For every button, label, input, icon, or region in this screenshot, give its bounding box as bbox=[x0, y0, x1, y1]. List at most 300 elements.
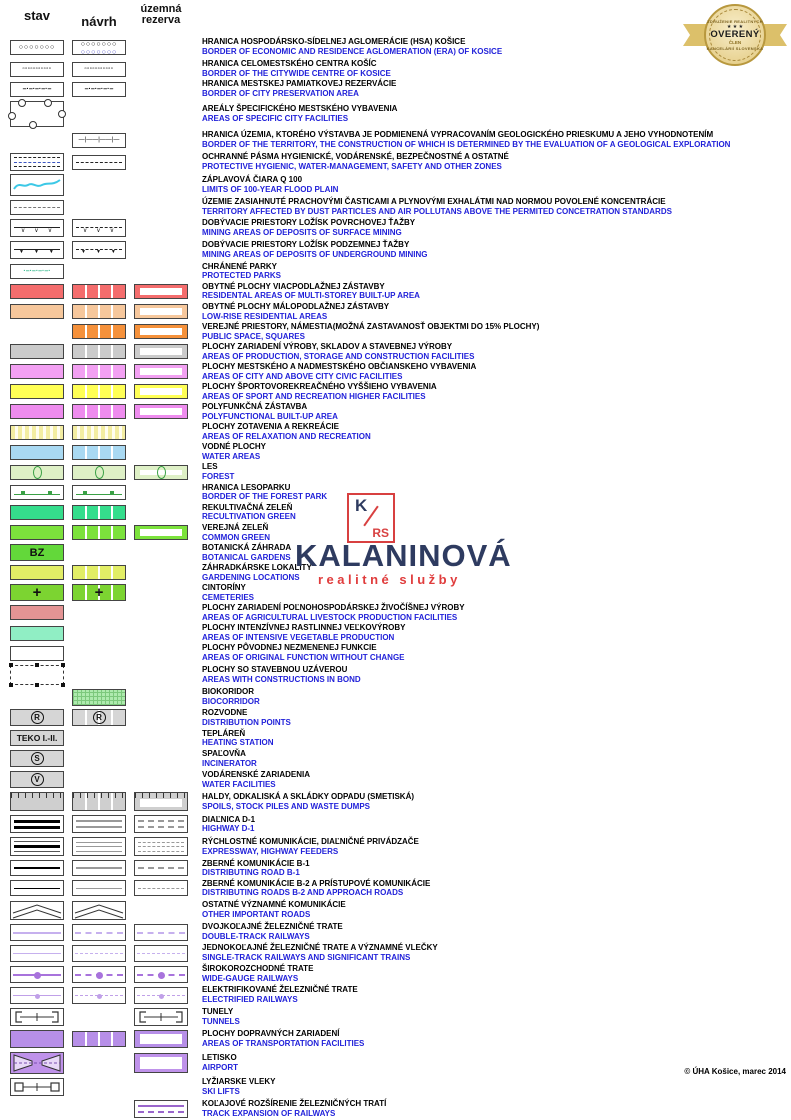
symbol-cell-navrh bbox=[72, 384, 126, 399]
label-en: LIMITS OF 100-YEAR FLOOD PLAIN bbox=[202, 185, 339, 195]
forest-symbol bbox=[10, 465, 64, 480]
logo-letter-k: K bbox=[355, 496, 368, 515]
legend-row bbox=[8, 281, 788, 301]
label-sk: ROZVODNE bbox=[202, 707, 248, 717]
lines-symbol bbox=[134, 837, 188, 856]
symbol-cell-navrh bbox=[72, 945, 126, 962]
label-sk: ZBERNÉ KOMUNIKÁCIE B-1 bbox=[202, 858, 310, 868]
symbol-cell-rezerva bbox=[134, 924, 188, 941]
stripes-symbol bbox=[72, 525, 126, 540]
brand-logo-icon bbox=[347, 493, 395, 543]
label-sk: PLOCHY MESTSKÉHO A NADMESTSKÉHO OBČIANSKEHO VYBAVENIA bbox=[202, 362, 477, 371]
legend-row bbox=[8, 79, 788, 99]
label-sk: TEPLÁREŇ bbox=[202, 728, 246, 738]
symbol-cell-stav bbox=[10, 966, 64, 983]
chevron-symbol bbox=[10, 901, 64, 920]
stripes-symbol bbox=[72, 384, 126, 399]
dump-symbol bbox=[10, 792, 64, 811]
symbol-cell-stav bbox=[10, 901, 64, 920]
label-en: WIDE-GAUGE RAILWAYS bbox=[202, 974, 299, 984]
label-en: SKI LIFTS bbox=[202, 1086, 240, 1096]
label-en: HEATING STATION bbox=[202, 738, 274, 748]
label-en: WATER FACILITIES bbox=[202, 779, 276, 789]
fill-symbol bbox=[10, 364, 64, 379]
label-en: PROTECTED PARKS bbox=[202, 271, 281, 281]
trifill-symbol: ▼▼▼ bbox=[72, 241, 126, 259]
label-en: CEMETERIES bbox=[202, 592, 255, 602]
row-labels bbox=[202, 442, 788, 462]
symbol-cell-stav bbox=[10, 404, 64, 419]
label-en: AREAS WITH CONSTRUCTIONS IN BOND bbox=[202, 675, 361, 685]
hatch-symbol bbox=[10, 425, 64, 440]
label-en: AREAS OF INTENSIVE VEGETABLE PRODUCTION bbox=[202, 633, 395, 643]
symbol-cell-stav bbox=[10, 82, 64, 97]
tunnel-symbol bbox=[10, 1008, 64, 1026]
symbol-cell-navrh bbox=[72, 284, 126, 299]
lines-symbol bbox=[72, 815, 126, 833]
tlabel-symbol: TEKO I.-II. bbox=[10, 730, 64, 746]
trifill-symbol: ▼▼▼ bbox=[10, 241, 64, 259]
symbol-cell-stav bbox=[10, 1078, 64, 1096]
symbol-cell-navrh bbox=[72, 837, 126, 856]
rail-symbol bbox=[134, 966, 188, 983]
triopen-symbol: ∨∨∨ bbox=[72, 219, 126, 237]
symbol-cell-stav bbox=[10, 1008, 64, 1026]
row-labels bbox=[202, 1007, 788, 1027]
label-en: LOW-RISE RESIDENTIAL AREAS bbox=[202, 311, 328, 321]
legend-row bbox=[8, 402, 788, 422]
rail-symbol bbox=[72, 987, 126, 1004]
symbol-cell-rezerva bbox=[134, 987, 188, 1004]
symbol-cell-stav bbox=[10, 304, 64, 319]
symbol-cell-stav bbox=[10, 815, 64, 833]
label-en: AREAS OF RELAXATION AND RECREATION bbox=[202, 432, 371, 442]
railexp-symbol bbox=[134, 1100, 188, 1118]
label-sk: PLOCHY INTENZÍVNEJ RASTLINNEJ VEĽKOVÝROBY bbox=[202, 623, 406, 633]
lines-symbol bbox=[72, 837, 126, 856]
fill-symbol bbox=[10, 344, 64, 359]
label-sk: JEDNOKOĽAJNÉ ŽELEZNIČNÉ TRATE A VÝZNAMNÉ VLEČKY bbox=[202, 943, 438, 953]
symbol-cell-rezerva bbox=[134, 815, 188, 833]
symbol-cell-stav bbox=[10, 174, 64, 196]
legend-row bbox=[8, 603, 788, 623]
symbol-cell-navrh bbox=[72, 880, 126, 896]
label-sk: DIAĽNICA D-1 bbox=[202, 814, 256, 824]
label-en: AREAS OF SPECIFIC CITY FACILITIES bbox=[202, 114, 349, 124]
legend-row bbox=[8, 301, 788, 321]
label-en: TRACK EXPANSION OF RAILWAYS bbox=[202, 1108, 336, 1118]
row-labels bbox=[202, 175, 788, 195]
legend-row bbox=[8, 1098, 788, 1120]
row-labels bbox=[202, 623, 788, 643]
dashline-symbol bbox=[72, 155, 126, 170]
label-sk: HRANICA MESTSKEJ PAMIATKOVEJ REZERVÁCIE bbox=[202, 79, 397, 89]
symbol-cell-stav bbox=[10, 425, 64, 440]
symbol-cell-stav bbox=[10, 730, 64, 746]
label-en: AREAS OF CITY AND ABOVE CITY CIVIC FACILITIES bbox=[202, 371, 403, 381]
symbol-cell-navrh bbox=[72, 62, 126, 77]
symbol-cell-stav bbox=[10, 565, 64, 580]
label-en: DISTRIBUTING ROAD B-1 bbox=[202, 868, 300, 878]
stripes-symbol bbox=[72, 364, 126, 379]
lines-symbol bbox=[10, 837, 64, 856]
row-labels bbox=[202, 879, 788, 899]
symbol-cell-stav bbox=[10, 771, 64, 788]
inner-symbol bbox=[134, 324, 188, 339]
legend-row bbox=[8, 482, 788, 502]
label-sk: KOĽAJOVÉ ROZŠÍRENIE ŽELEZNIČNÝCH TRATÍ bbox=[202, 1098, 387, 1108]
row-labels bbox=[202, 462, 788, 482]
label-en: AREAS OF SPORT AND RECREATION HIGHER FACILITIES bbox=[202, 391, 426, 401]
row-labels bbox=[202, 859, 788, 879]
symbol-cell-navrh bbox=[72, 445, 126, 460]
legend-row bbox=[8, 442, 788, 462]
squares-symbol: ▫▫▫▫▫▫▫▫▫▫▫ bbox=[72, 62, 126, 77]
label-en: DISTRIBUTION POINTS bbox=[202, 717, 291, 727]
fill-symbol bbox=[10, 565, 64, 580]
legend-row bbox=[8, 35, 788, 59]
symbol-cell-stav bbox=[10, 485, 64, 500]
symbol-cell-navrh bbox=[72, 304, 126, 319]
label-en: SINGLE-TRACK RAILWAYS AND SIGNIFICANT TRAINS bbox=[202, 953, 411, 963]
legend-row bbox=[8, 129, 788, 151]
label-sk: ZBERNÉ KOMUNIKÁCIE B-2 A PRÍSTUPOVÉ KOMUNIKÁCIE bbox=[202, 878, 431, 888]
legend-row bbox=[8, 59, 788, 79]
bz-symbol: BZ bbox=[10, 544, 64, 561]
cross-symbol: + bbox=[10, 584, 64, 601]
label-sk: PLOCHY SO STAVEBNOU UZÁVEROU bbox=[202, 665, 348, 675]
row-labels bbox=[202, 643, 788, 663]
symbol-cell-stav bbox=[10, 880, 64, 896]
symbol-cell-stav bbox=[10, 709, 64, 726]
row-labels bbox=[202, 985, 788, 1005]
label-sk: OCHRANNÉ PÁSMA HYGIENICKÉ, VODÁRENSKÉ, BEZPEČNOSTNÉ A OSTATNÉ bbox=[202, 152, 509, 162]
label-sk: RÝCHLOSTNÉ KOMUNIKÁCIE, DIAĽNIČNÉ PRIVÁDZAČE bbox=[202, 837, 419, 847]
label-sk: SPAĽOVŇA bbox=[202, 749, 246, 759]
row-labels bbox=[202, 708, 788, 728]
fill-symbol bbox=[10, 646, 64, 661]
symbol-cell-navrh bbox=[72, 505, 126, 520]
symbol-cell-rezerva bbox=[134, 1100, 188, 1118]
chevron-symbol bbox=[72, 901, 126, 920]
symbol-cell-rezerva bbox=[134, 284, 188, 299]
forestRez-symbol bbox=[134, 465, 188, 480]
symbol-cell-stav bbox=[10, 945, 64, 962]
legend-row bbox=[8, 217, 788, 239]
fill-symbol bbox=[10, 605, 64, 620]
fill-symbol bbox=[10, 445, 64, 460]
symbol-cell-navrh bbox=[72, 133, 126, 148]
symbol-cell-rezerva bbox=[134, 465, 188, 480]
brand-tagline: realitné služby bbox=[318, 572, 461, 587]
legend-row bbox=[8, 362, 788, 382]
lesopark-symbol bbox=[10, 485, 64, 500]
symbol-cell-navrh bbox=[72, 689, 126, 706]
symbol-cell-rezerva bbox=[134, 1008, 188, 1026]
fill-symbol bbox=[10, 304, 64, 319]
label-sk: PLOCHY ZARIADENÍ POĽNOHOSPODÁRSKEJ ŽIVOČÍŠNEJ VÝROBY bbox=[202, 603, 465, 613]
label-sk: PLOCHY ZOTAVENIA A REKREÁCIE bbox=[202, 422, 339, 432]
label-sk: REKULTIVAČNÁ ZELEŇ bbox=[202, 502, 293, 512]
rail-symbol bbox=[72, 924, 126, 941]
fill-symbol bbox=[10, 284, 64, 299]
symbol-cell-stav bbox=[10, 40, 64, 55]
symbol-cell-stav bbox=[10, 364, 64, 379]
symbol-cell-rezerva bbox=[134, 525, 188, 540]
legend-row bbox=[8, 728, 788, 748]
row-labels bbox=[202, 770, 788, 790]
brand-name: KALANINOVÁ bbox=[295, 538, 512, 573]
label-en: BORDER OF THE TERRITORY, THE CONSTRUCTION OF WHICH IS DETERMINED BY THE EVALUATION OF A GEOLOGICAL EXPLORATION bbox=[202, 140, 731, 150]
rail-symbol bbox=[10, 924, 64, 941]
label-en: BORDER OF ECONOMIC AND RESIDENCE AGLOMERATION (ERA) OF KOSICE bbox=[202, 47, 503, 56]
symbol-cell-navrh bbox=[72, 1031, 126, 1047]
badge-title: OVERENÝ bbox=[710, 29, 760, 40]
legend-row bbox=[8, 964, 788, 985]
symbol-cell-stav bbox=[10, 384, 64, 399]
legend-header bbox=[8, 2, 788, 29]
legend-row bbox=[8, 502, 788, 522]
symbol-cell-rezerva bbox=[134, 945, 188, 962]
legend-row bbox=[8, 1006, 788, 1028]
label-en: DOUBLE-TRACK RAILWAYS bbox=[202, 932, 310, 942]
grid-symbol bbox=[72, 689, 126, 706]
logo-letters-rs: RS bbox=[372, 526, 389, 540]
row-labels bbox=[202, 79, 788, 99]
legend-row bbox=[8, 985, 788, 1006]
symbol-cell-stav bbox=[10, 62, 64, 77]
symbol-cell-stav bbox=[10, 860, 64, 876]
legend-row bbox=[8, 835, 788, 858]
symbol-cell-stav bbox=[10, 525, 64, 540]
inner-symbol bbox=[134, 525, 188, 540]
lesopark-symbol bbox=[72, 485, 126, 500]
label-en: BIOCORRIDOR bbox=[202, 697, 260, 707]
row-labels bbox=[202, 483, 788, 503]
stripes-symbol bbox=[72, 324, 126, 339]
label-sk: ÚZEMIE ZASIAHNUTÉ PRACHOVÝMI ČASTICAMI A PLYNOVÝMI EXHALÁTMI NAD NORMOU POVOLENÉ KONCENTRÁCIE bbox=[202, 197, 666, 207]
label-sk: HRANICA LESOPARKU bbox=[202, 482, 291, 492]
fill-symbol bbox=[10, 505, 64, 520]
rail-symbol bbox=[10, 945, 64, 962]
stripes-symbol bbox=[72, 565, 126, 580]
label-sk: VODÁRENSKÉ ZARIADENIA bbox=[202, 770, 311, 780]
fill-symbol bbox=[10, 1030, 64, 1048]
crossStripes-symbol: + bbox=[72, 584, 126, 601]
label-en: FOREST bbox=[202, 472, 235, 482]
forest-symbol bbox=[72, 465, 126, 480]
label-en: DISTRIBUTING ROADS B-2 AND APPROACH ROADS bbox=[202, 888, 404, 898]
symbol-cell-stav bbox=[10, 626, 64, 641]
label-sk: PLOCHY PÔVODNEJ NEZMENENEJ FUNKCIE bbox=[202, 643, 377, 653]
legend-row bbox=[8, 239, 788, 261]
label-en: AREAS OF AGRICULTURAL LIVESTOCK PRODUCTION FACILITIES bbox=[202, 612, 458, 622]
label-sk: DOBÝVACIE PRIESTORY LOŽÍSK PODZEMNEJ ŤAŽBY bbox=[202, 240, 410, 250]
row-labels bbox=[202, 197, 788, 217]
badge-stars: ★ ★ ★ bbox=[726, 24, 744, 30]
legend-row bbox=[8, 813, 788, 835]
inner-symbol bbox=[134, 284, 188, 299]
symbol-cell-stav bbox=[10, 264, 64, 279]
lines-symbol bbox=[134, 880, 188, 896]
row-labels bbox=[202, 603, 788, 623]
label-en: EXPRESSWAY, HIGHWAY FEEDERS bbox=[202, 846, 339, 856]
copyright-note: © ÚHA Košice, marec 2014 bbox=[684, 1067, 786, 1076]
label-sk: BIOKORIDOR bbox=[202, 687, 254, 697]
label-en: COMMON GREEN bbox=[202, 532, 270, 542]
fill-symbol bbox=[10, 626, 64, 641]
symbol-cell-navrh bbox=[72, 155, 126, 170]
circleLabel-symbol: S bbox=[10, 750, 64, 767]
symbol-cell-navrh bbox=[72, 82, 126, 97]
stripes-symbol bbox=[72, 404, 126, 419]
symbol-cell-stav bbox=[10, 792, 64, 811]
row-labels bbox=[202, 1029, 788, 1049]
row-labels bbox=[202, 837, 788, 857]
badge-bottom-arc: KANCELÁRIÍ SLOVENSKA bbox=[706, 46, 764, 51]
symbol-cell-rezerva bbox=[134, 364, 188, 379]
legend-row bbox=[8, 173, 788, 197]
symbol-cell-rezerva bbox=[134, 860, 188, 876]
symbol-cell-stav bbox=[10, 837, 64, 856]
circleLabel-symbol: V bbox=[10, 771, 64, 788]
dashedBox-symbol bbox=[10, 665, 64, 685]
row-labels bbox=[202, 282, 788, 302]
legend-row bbox=[8, 943, 788, 964]
legend-row bbox=[8, 151, 788, 173]
symbol-cell-stav bbox=[10, 465, 64, 480]
stripes-symbol bbox=[72, 344, 126, 359]
badge-seal bbox=[704, 4, 766, 66]
rail-symbol bbox=[134, 945, 188, 962]
label-sk: CHRÁNENÉ PARKY bbox=[202, 261, 277, 271]
symbol-cell-stav bbox=[10, 445, 64, 460]
label-sk: ŠIROKOROZCHODNÉ TRATE bbox=[202, 964, 314, 974]
symbol-cell-stav bbox=[10, 646, 64, 661]
symbol-cell-rezerva bbox=[134, 324, 188, 339]
label-sk: OSTATNÉ VÝZNAMNÉ KOMUNIKÁCIE bbox=[202, 900, 346, 910]
symbol-cell-rezerva bbox=[134, 966, 188, 983]
label-en: AREAS OF TRANSPORTATION FACILITIES bbox=[202, 1038, 365, 1048]
dump-symbol bbox=[134, 792, 188, 811]
label-sk: TUNELY bbox=[202, 1006, 234, 1016]
legend-row bbox=[8, 322, 788, 342]
symbol-cell-stav bbox=[10, 505, 64, 520]
verified-badge-icon bbox=[683, 3, 787, 67]
skilift-symbol bbox=[10, 1078, 64, 1096]
label-sk: PLOCHY ZARIADENÍ VÝROBY, SKLADOV A STAVEBNEJ VÝROBY bbox=[202, 341, 453, 351]
row-labels bbox=[202, 749, 788, 769]
legend-row bbox=[8, 197, 788, 217]
symbol-cell-stav bbox=[10, 605, 64, 620]
symbol-cell-rezerva bbox=[134, 792, 188, 811]
symbol-cell-navrh bbox=[72, 40, 126, 55]
legend-row bbox=[8, 1028, 788, 1050]
legend-row bbox=[8, 790, 788, 813]
symbol-cell-stav bbox=[10, 1030, 64, 1048]
label-sk: VEREJNÉ PRIESTORY, NÁMESTIA(MOŽNÁ ZASTAVANOSŤ OBJEKTMI DO 15% PLOCHY) bbox=[202, 321, 540, 331]
lines-symbol bbox=[10, 815, 64, 833]
circles2-symbol: ○○○○○○○ ○○○○○○○ bbox=[72, 40, 126, 55]
label-sk: DOBÝVACIE PRIESTORY LOŽÍSK POVRCHOVEJ ŤAŽBY bbox=[202, 218, 416, 228]
symbol-cell-navrh bbox=[72, 709, 126, 726]
label-en: POLYFUNCTIONAL BUILT-UP AREA bbox=[202, 411, 338, 421]
stripes-symbol bbox=[72, 1031, 126, 1047]
symbol-cell-navrh bbox=[72, 792, 126, 811]
symbol-cell-navrh bbox=[72, 465, 126, 480]
label-en: BORDER OF CITY PRESERVATION AREA bbox=[202, 89, 359, 99]
legend-row bbox=[8, 342, 788, 362]
lines-symbol bbox=[10, 880, 64, 896]
row-labels bbox=[202, 422, 788, 442]
label-sk: DVOJKOĽAJNÉ ŽELEZNIČNÉ TRATE bbox=[202, 922, 343, 932]
label-sk: HRANICA ÚZEMIA, KTORÉHO VÝSTAVBA JE PODMIENENÁ VYPRACOVANÍM GEOLOGICKÉHO PRIESKUMU A JEHO VYHODNOTENÍM bbox=[202, 130, 714, 140]
symbol-cell-stav bbox=[10, 987, 64, 1004]
circleLabel-symbol: R bbox=[72, 709, 126, 726]
symbol-cell-rezerva bbox=[134, 404, 188, 419]
symbol-cell-stav bbox=[10, 544, 64, 561]
legend-row bbox=[8, 707, 788, 728]
label-en: OTHER IMPORTANT ROADS bbox=[202, 910, 311, 920]
label-sk: AREÁLY ŠPECIFICKÉHO MESTSKÉHO VYBAVENIA bbox=[202, 104, 398, 114]
row-labels bbox=[202, 665, 788, 685]
symbol-cell-navrh bbox=[72, 924, 126, 941]
symbol-cell-navrh bbox=[72, 966, 126, 983]
label-sk: HALDY, ODKALISKÁ A SKLÁDKY ODPADU (SMETISKÁ) bbox=[202, 792, 415, 802]
label-sk: LES bbox=[202, 462, 218, 472]
symbol-cell-rezerva bbox=[134, 1053, 188, 1073]
inner-symbol bbox=[134, 404, 188, 419]
symbol-cell-navrh bbox=[72, 565, 126, 580]
symbol-cell-navrh bbox=[72, 860, 126, 876]
lines-symbol bbox=[72, 880, 126, 896]
rail-symbol bbox=[72, 945, 126, 962]
dashdot-symbol: –·–·–·–·– bbox=[10, 82, 64, 97]
row-labels bbox=[202, 302, 788, 322]
fill-symbol bbox=[10, 525, 64, 540]
lines-symbol bbox=[134, 860, 188, 876]
column-header-rezerva: územná rezerva bbox=[140, 3, 182, 26]
label-en: BORDER OF THE CITYWIDE CENTRE OF KOSICE bbox=[202, 69, 391, 79]
symbol-cell-stav bbox=[10, 219, 64, 237]
label-sk: OBYTNÉ PLOCHY MÁLOPODLAŽNEJ ZÁSTAVBY bbox=[202, 301, 390, 311]
legend-row bbox=[8, 643, 788, 663]
symbol-cell-navrh bbox=[72, 485, 126, 500]
symbol-cell-navrh bbox=[72, 815, 126, 833]
row-labels bbox=[202, 240, 788, 260]
label-sk: VEREJNÁ ZELEŇ bbox=[202, 522, 269, 532]
label-sk: ZÁHRADKÁRSKE LOKALITY bbox=[202, 562, 312, 572]
legend-row bbox=[8, 769, 788, 790]
inner-symbol bbox=[134, 304, 188, 319]
label-en: TUNNELS bbox=[202, 1016, 240, 1026]
row-labels bbox=[202, 130, 788, 150]
label-sk: CINTORÍNY bbox=[202, 583, 246, 593]
label-sk: POLYFUNKČNÁ ZÁSTAVBA bbox=[202, 402, 308, 412]
stripes-symbol bbox=[72, 505, 126, 520]
symbol-cell-navrh bbox=[72, 219, 126, 237]
row-labels bbox=[202, 583, 788, 603]
symbol-cell-navrh bbox=[72, 344, 126, 359]
label-en: PROTECTIVE HYGIENIC, WATER-MANAGEMENT, SAFETY AND OTHER ZONES bbox=[202, 162, 502, 172]
row-labels bbox=[202, 792, 788, 812]
row-labels bbox=[202, 104, 788, 124]
symbol-cell-navrh bbox=[72, 584, 126, 601]
symbol-cell-rezerva bbox=[134, 384, 188, 399]
symbol-cell-stav bbox=[10, 241, 64, 259]
legend-row bbox=[8, 687, 788, 707]
label-en: ELECTRIFIED RAILWAYS bbox=[202, 995, 298, 1005]
